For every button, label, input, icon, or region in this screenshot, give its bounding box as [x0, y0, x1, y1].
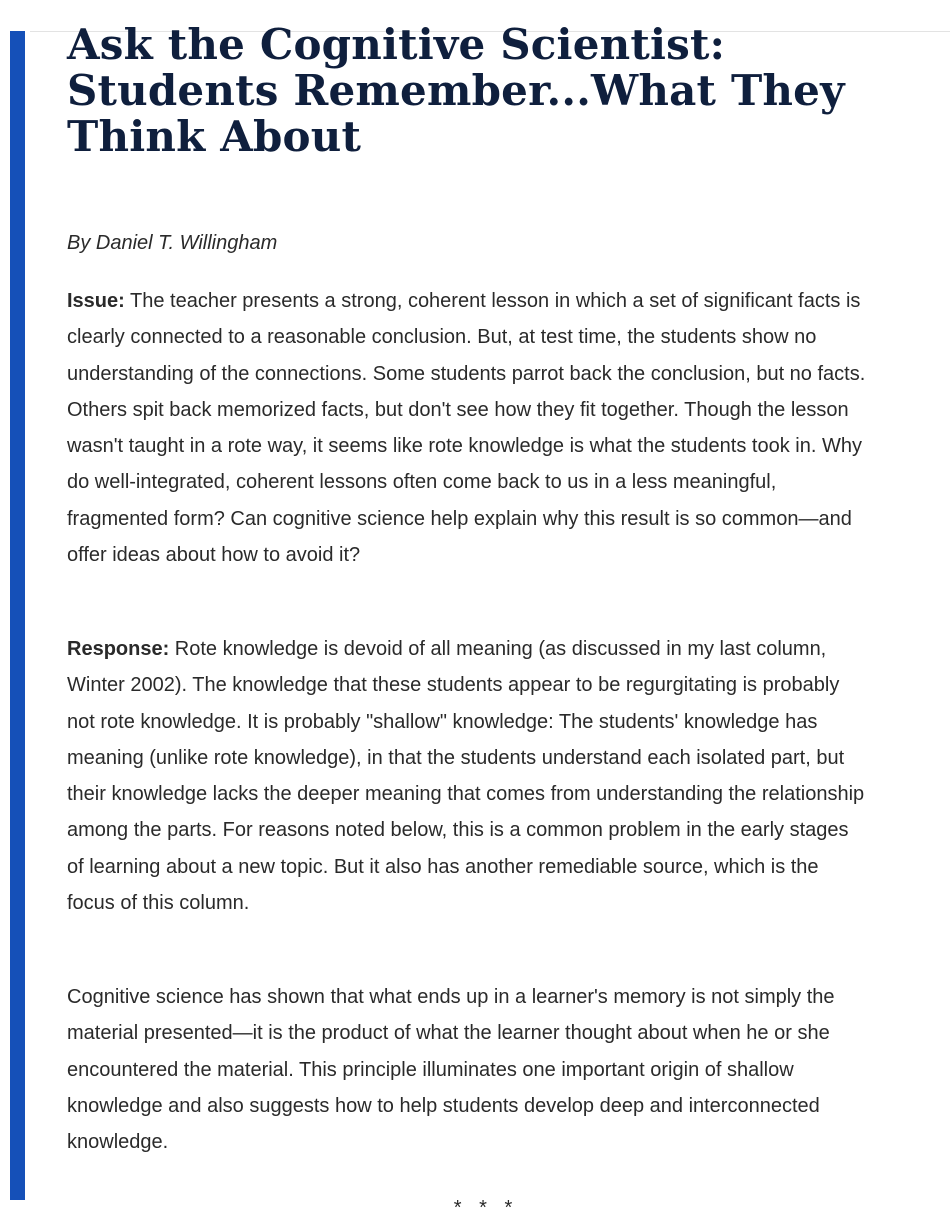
response-text: Rote knowledge is devoid of all meaning (as discussed in my last column, Winter 2002). The knowledge that these students appear to be regurgitating is probably not rote knowledge. It is probably "shallow" knowledge: The students' knowledge has meaning (unlike rote knowledge), in that the students understand each isolated part, but their knowledge lacks the deeper meaning that comes from understanding the relationship among the parts. For reasons noted below, this is a common problem in the early stages of learning about a new topic. But it also has another remediable source, which is the focus of this column. — [67, 638, 865, 915]
title-line: Think About — [67, 112, 362, 161]
body-paragraph: Cognitive science has shown that what ends up in a learner's memory is not simply the material presented—it is the product of what the learner thought about when he or she encountered the material. This principle illuminates one important origin of shallow knowledge and also suggests how to help students develop deep and interconnected knowledge. — [67, 986, 835, 1154]
issue-label: Issue: — [67, 290, 125, 312]
section-separator: * * * — [453, 1197, 519, 1219]
title-line: Students Remember...What They — [67, 66, 845, 115]
issue-paragraph — [67, 283, 867, 573]
title-line: Ask the Cognitive Scientist: — [67, 20, 726, 69]
issue-text: The teacher presents a strong, coherent lesson in which a set of significant facts is clearly connected to a reasonable conclusion. But, at test time, the students show no understanding of the connections. Some students parrot back the conclusion, but no facts. Others spit back memorized facts, but don't see how they fit together. Though the lesson wasn't taught in a rote way, it seems like rote knowledge is what the students took in. Why do well-integrated, coherent lessons often come back to us in a less meaningful, fragmented form? Can cognitive science help explain why this result is so common—and offer ideas about how to avoid it? — [67, 290, 866, 567]
byline: By Daniel T. Willingham — [67, 232, 278, 254]
response-paragraph — [67, 631, 867, 921]
article-body — [67, 20, 867, 1219]
article-title — [67, 22, 867, 160]
accent-sidebar — [10, 31, 25, 1200]
response-label: Response: — [67, 638, 170, 660]
